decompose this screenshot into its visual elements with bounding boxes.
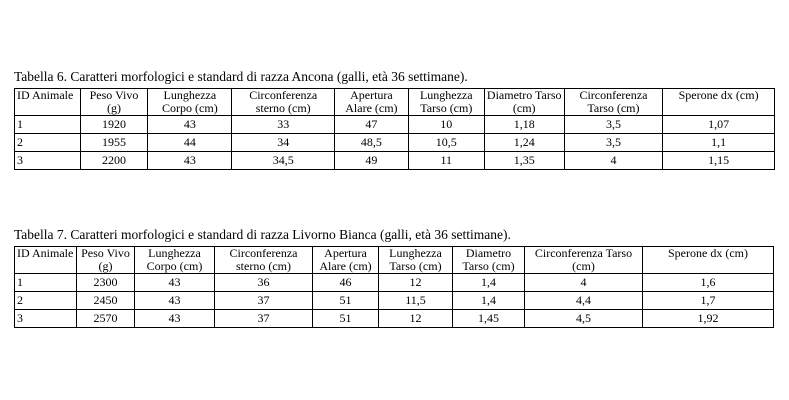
table7-header-lunghezza-corpo: Lunghezza Corpo (cm) <box>135 247 215 274</box>
table-cell: 1,07 <box>663 116 775 134</box>
table-cell: 12 <box>379 310 453 328</box>
table-cell: 2450 <box>77 292 135 310</box>
table-cell: 1 <box>15 274 77 292</box>
table-cell: 3,5 <box>564 116 662 134</box>
table-cell: 43 <box>148 116 232 134</box>
table-cell: 43 <box>135 292 215 310</box>
table-cell: 1,4 <box>453 292 525 310</box>
table-cell: 1,35 <box>484 152 564 170</box>
table-cell: 2570 <box>77 310 135 328</box>
table-cell: 48,5 <box>334 134 408 152</box>
table7-header-lunghezza-tarso: Lunghezza Tarso (cm) <box>379 247 453 274</box>
table-cell: 4,4 <box>525 292 643 310</box>
table6-caption: Tabella 6. Caratteri morfologici e standard di razza Ancona (galli, età 36 settimane). <box>14 69 468 84</box>
table7-header-sperone: Sperone dx (cm) <box>643 247 774 274</box>
table6-header-apertura-alare: Apertura Alare (cm) <box>334 89 408 116</box>
table6-header-circonferenza-sterno: Circonferenza sterno (cm) <box>232 89 335 116</box>
table7-caption: Tabella 7. Caratteri morfologici e standard di razza Livorno Bianca (galli, età 36 settimane). <box>14 227 511 242</box>
table-cell: 1920 <box>80 116 148 134</box>
table-cell: 11,5 <box>379 292 453 310</box>
table6-header-sperone: Sperone dx (cm) <box>663 89 775 116</box>
table-cell: 2200 <box>80 152 148 170</box>
table-row <box>15 310 774 328</box>
table-cell: 51 <box>313 292 379 310</box>
table-cell: 47 <box>334 116 408 134</box>
table-cell: 51 <box>313 310 379 328</box>
table-cell: 4,5 <box>525 310 643 328</box>
table-cell: 3 <box>15 152 81 170</box>
table-cell: 1,92 <box>643 310 774 328</box>
table-row <box>15 292 774 310</box>
table-cell: 3 <box>15 310 77 328</box>
table-cell: 1,24 <box>484 134 564 152</box>
table-cell: 1,6 <box>643 274 774 292</box>
table-cell: 4 <box>564 152 662 170</box>
table7-header-circonferenza-tarso: Circonferenza Tarso (cm) <box>525 247 643 274</box>
table-cell: 1,15 <box>663 152 775 170</box>
table-cell: 43 <box>135 310 215 328</box>
table-cell: 1 <box>15 116 81 134</box>
table6-header-circonferenza-tarso: Circonferenza Tarso (cm) <box>564 89 662 116</box>
table-cell: 36 <box>215 274 313 292</box>
table7-header-id: ID Animale <box>15 247 77 274</box>
table7-header-peso: Peso Vivo (g) <box>77 247 135 274</box>
table-row <box>15 116 775 134</box>
table-cell: 10,5 <box>408 134 484 152</box>
table-cell: 37 <box>215 310 313 328</box>
table-cell: 1,18 <box>484 116 564 134</box>
table7-header-row <box>15 247 774 274</box>
table6-header-lunghezza-tarso: Lunghezza Tarso (cm) <box>408 89 484 116</box>
table7 <box>14 246 774 328</box>
table-cell: 2 <box>15 292 77 310</box>
table-cell: 44 <box>148 134 232 152</box>
table-cell: 46 <box>313 274 379 292</box>
table-cell: 34 <box>232 134 335 152</box>
table-cell: 12 <box>379 274 453 292</box>
table-cell: 1955 <box>80 134 148 152</box>
table6-header-diametro-tarso: Diametro Tarso (cm) <box>484 89 564 116</box>
table6-header-lunghezza-corpo: Lunghezza Corpo (cm) <box>148 89 232 116</box>
table-cell: 10 <box>408 116 484 134</box>
table-row <box>15 152 775 170</box>
table-cell: 43 <box>135 274 215 292</box>
table7-header-diametro-tarso: Diametro Tarso (cm) <box>453 247 525 274</box>
table6 <box>14 88 775 170</box>
table6-header-id: ID Animale <box>15 89 81 116</box>
table-cell: 1,4 <box>453 274 525 292</box>
table6-header-peso: Peso Vivo (g) <box>80 89 148 116</box>
table-cell: 1,45 <box>453 310 525 328</box>
table-cell: 4 <box>525 274 643 292</box>
table-row <box>15 274 774 292</box>
table-cell: 2300 <box>77 274 135 292</box>
table-cell: 1,1 <box>663 134 775 152</box>
table-cell: 2 <box>15 134 81 152</box>
table-cell: 49 <box>334 152 408 170</box>
table-cell: 43 <box>148 152 232 170</box>
table6-header-row <box>15 89 775 116</box>
table7-header-apertura-alare: Apertura Alare (cm) <box>313 247 379 274</box>
table-cell: 37 <box>215 292 313 310</box>
table-cell: 33 <box>232 116 335 134</box>
table-row <box>15 134 775 152</box>
table7-header-circonferenza-sterno: Circonferenza sterno (cm) <box>215 247 313 274</box>
table-cell: 34,5 <box>232 152 335 170</box>
table-cell: 11 <box>408 152 484 170</box>
table-cell: 1,7 <box>643 292 774 310</box>
table-cell: 3,5 <box>564 134 662 152</box>
